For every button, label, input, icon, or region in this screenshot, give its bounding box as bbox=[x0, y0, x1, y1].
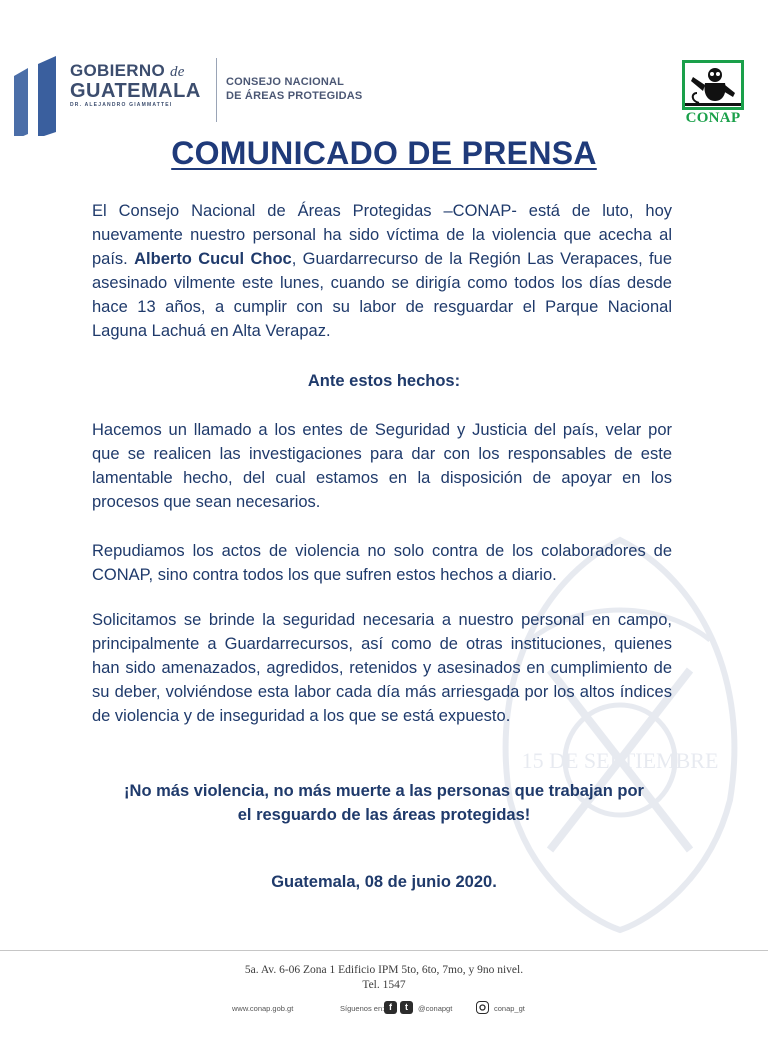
council-line1: CONSEJO NACIONAL bbox=[226, 76, 345, 88]
victim-name: Alberto Cucul Choc bbox=[134, 250, 292, 268]
monkey-icon bbox=[685, 63, 741, 107]
conap-logo-text: CONAP bbox=[685, 110, 741, 126]
date-line: Guatemala, 08 de junio 2020. bbox=[271, 873, 497, 891]
twitter-icon[interactable]: t bbox=[400, 1001, 413, 1014]
twitter-handle[interactable]: @conapgt bbox=[418, 1004, 453, 1013]
council-line2: DE ÁREAS PROTEGIDAS bbox=[226, 90, 363, 102]
footer-divider bbox=[0, 950, 768, 951]
conap-logo bbox=[678, 60, 748, 128]
facebook-icon[interactable]: f bbox=[384, 1001, 397, 1014]
subheading: Ante estos hechos: bbox=[307, 372, 461, 390]
gov-line1: GOBIERNO bbox=[70, 61, 165, 80]
instagram-glyph bbox=[477, 1002, 488, 1013]
council-name bbox=[226, 75, 362, 103]
gov-line2: GUATEMALA bbox=[70, 80, 201, 102]
instagram-handle[interactable]: conap_gt bbox=[494, 1004, 525, 1013]
header-divider bbox=[216, 58, 217, 122]
website-link[interactable]: www.conap.gob.gt bbox=[232, 1004, 294, 1013]
footer-address bbox=[0, 963, 768, 993]
conap-emblem-box bbox=[682, 60, 744, 110]
paragraph-1 bbox=[92, 199, 672, 343]
follow-label: Síguenos en: bbox=[340, 1004, 385, 1013]
paragraph-3: Repudiamos los actos de violencia no solo contra de los colaboradores de CONAP, sino contra todos los que sufren estos hechos a diario. bbox=[92, 542, 672, 584]
gov-bars-icon bbox=[12, 56, 62, 136]
page-title: COMUNICADO DE PRENSA bbox=[171, 135, 597, 171]
closing-line-2: el resguardo de las áreas protegidas! bbox=[237, 806, 531, 824]
gov-president-name: DR. ALEJANDRO GIAMMATTEI bbox=[70, 102, 173, 108]
paragraph-4: Solicitamos se brinde la seguridad necesaria a nuestro personal en campo, principalmente a Guardarrecursos, así como de otras instituciones, quienes han sido amenazados, agredidos, retenidos y asesinados en cumplimiento de su deber, volviéndose esta labor cada día más arriesgada por los altos índices de violencia y de inseguridad a los que se está expuesto. bbox=[92, 611, 672, 725]
paragraph-2: Hacemos un llamado a los entes de Seguridad y Justicia del país, velar por que se realicen las investigaciones para dar con los responsables de este lamentable hecho, del cual estamos en la disposición de apoyar en los procesos que sean necesarios. bbox=[92, 421, 672, 511]
paragraph-1-post: , Guardarrecurso de la Región Las Verapaces, fue asesinado vilmente este lunes, cuando se dirigía como todos los días desde hace 13 años, a cumplir con su labor de resguardar el Parque Nacional Laguna Lachuá en Alta Verapaz. bbox=[92, 250, 672, 340]
phone-line: Tel. 1547 bbox=[362, 979, 406, 991]
closing-line-1: ¡No más violencia, no más muerte a las personas que trabajan por bbox=[124, 782, 644, 800]
gov-de: de bbox=[170, 64, 185, 80]
address-line: 5a. Av. 6-06 Zona 1 Edificio IPM 5to, 6to, 7mo, y 9no nivel. bbox=[244, 964, 524, 976]
watermark-text: 15 DE SEPTIEMBRE bbox=[521, 748, 719, 773]
instagram-icon[interactable] bbox=[476, 1001, 489, 1014]
paragraph-1-pre: El Consejo Nacional de Áreas Protegidas –CONAP- está de luto, hoy nuevamente nuestro personal ha sido víctima de la violencia que acecha al país. bbox=[92, 202, 672, 268]
gobierno-guatemala-logo bbox=[12, 48, 222, 132]
